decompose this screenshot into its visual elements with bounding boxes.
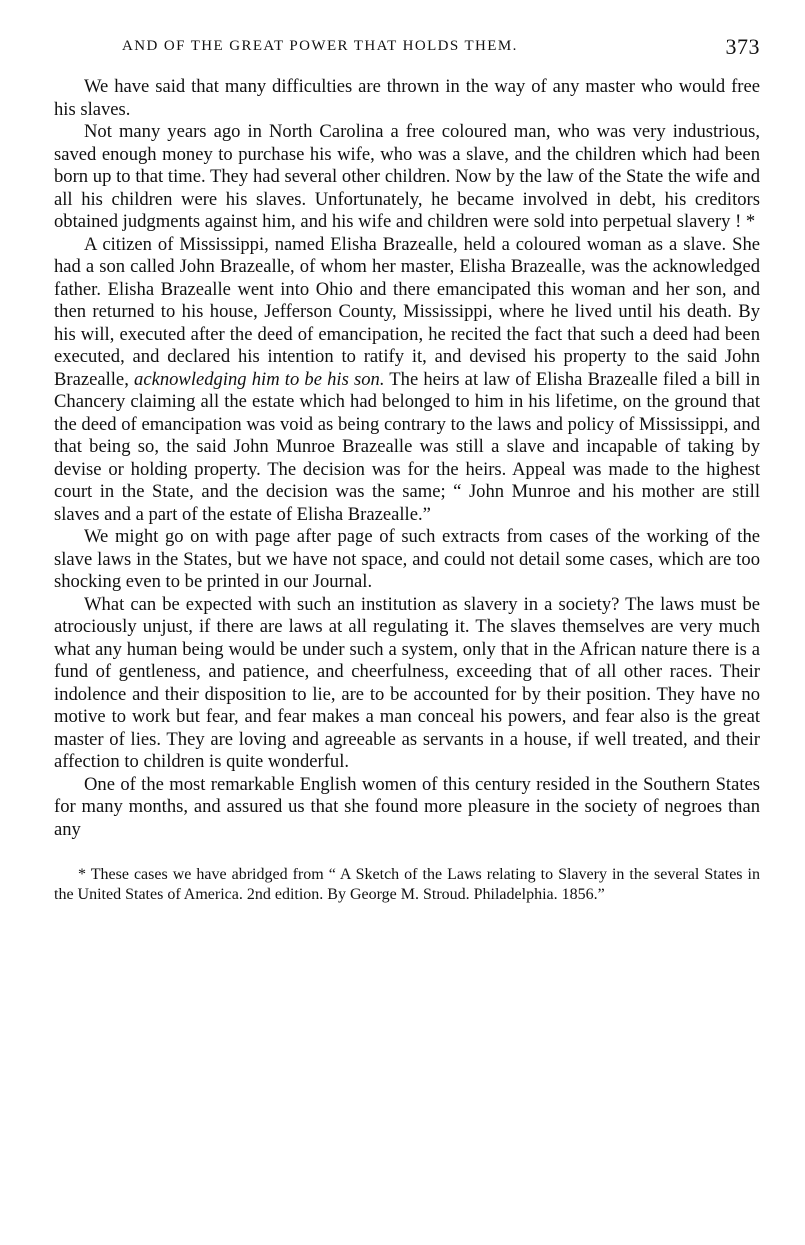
- paragraph: [54, 234, 760, 527]
- paragraph-text: The heirs at law of Elisha Brazealle filed a bill in Chancery claiming all the estate which had belonged to him in his lifetime, on the ground that the deed of emancipation was void as being contrary to the laws and policy of Mississippi, and that being so, the said John Munroe Brazealle was still a slave and incapable of taking by devise or holding property. The decision was for the heirs. Appeal was made to the highest court in the State, and the decision was the same; “ John Munroe and his mother are still slaves and a part of the estate of Elisha Brazealle.”: [54, 368, 760, 525]
- paragraph: What can be expected with such an institution as slavery in a society? The laws must be atrociously unjust, if there are laws at all regulating it. The slaves themselves are very much what any human being would be under such a system, only that in the African nature there is a fund of gentleness, and patience, and cheerfulness, exceeding that of all other races. Their indolence and their disposition to lie, are to be accounted for by their position. They have no motive to work but fear, and fear makes a man conceal his powers, and fear also is the great master of lies. They are loving and agreeable as servants in a house, if well treated, and their affection to children is quite wonderful.: [54, 593, 760, 772]
- footnote: [54, 865, 760, 904]
- paragraph: We might go on with page after page of such extracts from cases of the working of the slave laws in the States, but we have not space, and could not detail some cases, which are too shocking even to be printed in our Journal.: [54, 526, 760, 592]
- page-header: [54, 34, 760, 76]
- body-text: [54, 76, 760, 841]
- paragraph: We have said that many difficulties are thrown in the way of any master who would free his slaves.: [54, 76, 760, 120]
- paragraph: One of the most remarkable English women of this century resided in the Southern States for many months, and assured us that she found more pleasure in the society of negroes than any: [54, 773, 760, 840]
- paragraph-text: A citizen of Mississippi, named Elisha Brazealle, held a coloured woman as a slave. She had a son called John Brazealle, of whom her master, Elisha Brazealle, was the acknowledged father. Elisha Brazealle went into Ohio and there emancipated this woman and her son, and then returned to his house, Jefferson County, Mississippi, where he lived until his death. By his will, executed after the deed of emancipation, he recited the fact that such a deed had been executed, and declared his intention to ratify it, and devised his property to the said John Brazealle,: [54, 233, 760, 390]
- running-title: AND OF THE GREAT POWER THAT HOLDS THEM.: [122, 38, 518, 54]
- paragraph: Not many years ago in North Carolina a free coloured man, who was very industrious, saved enough money to purchase his wife, who was a slave, and the children which had been born up to that time. They had several other children. Now by the law of the State the wife and all his children were his slaves. Unfortunately, he became involved in debt, his creditors obtained judgments against him, and his wife and children were sold into perpetual slavery ! *: [54, 121, 760, 232]
- italic-phrase: acknowledging him to be his son.: [134, 368, 385, 390]
- page-number: 373: [725, 34, 760, 59]
- book-page: [54, 34, 760, 904]
- footnote-text: * These cases we have abridged from “ A Sketch of the Laws relating to Slavery in the several States in the United States of America. 2nd edition. By George M. Stroud. Philadelphia. 1856.”: [54, 866, 760, 903]
